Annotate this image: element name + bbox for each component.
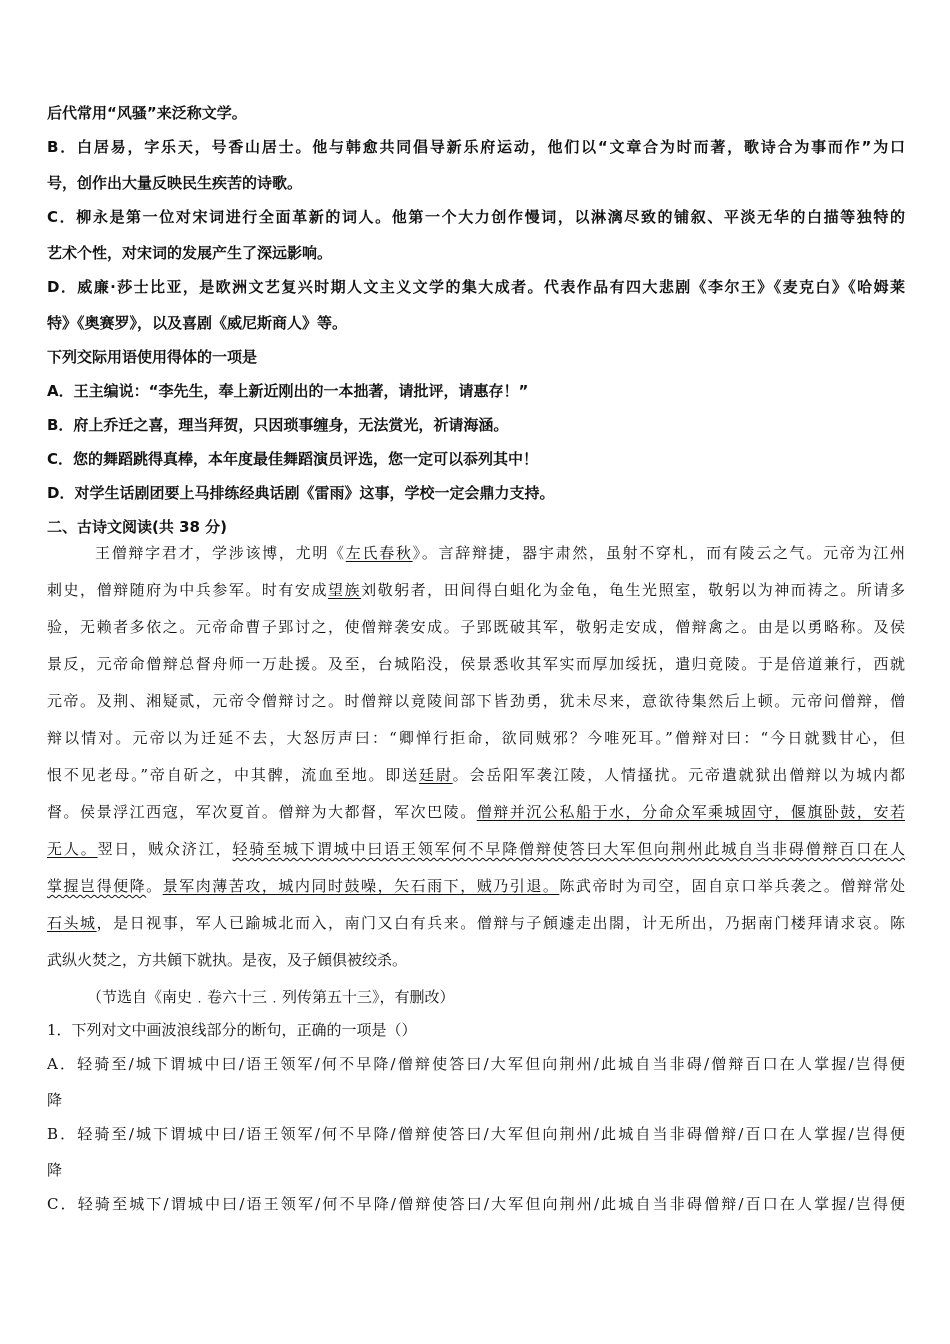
literature-option-b-line1: B．白居易，字乐天，号香山居士。他与韩愈共同倡导新乐府运动，他们以“文章合为时而著，歌诗合为事而作”为口 bbox=[47, 138, 905, 156]
passage-line-4: 景反，元帝命僧辩总督舟师一万赴援。及至，台城陷没，侯景悉收其军实而厚加绥抚，遣归竟陵。于是倍道兼行，西就 bbox=[47, 655, 905, 673]
passage-line-2: 刺史，僧辩随府为中兵参军。时有安成望族刘敬躬者，田间得白蛆化为金龟，龟生光照室，敬躬以为神而祷之。所请多 bbox=[47, 581, 905, 599]
literature-option-d-line1: D．威廉·莎士比亚，是欧洲文艺复兴时期人文主义文学的集大成者。代表作品有四大悲剧《李尔王》《麦克白》《哈姆莱 bbox=[47, 278, 905, 296]
polite-option-b: B．府上乔迁之喜，理当拜贺，只因琐事缠身，无法赏光，祈请海涵。 bbox=[47, 416, 509, 434]
passage-line-3: 验，无赖者多依之。元帝命曹子郢讨之，使僧辩袭安成。子郢既破其军，敬躬走安成，僧辩禽之。由是以勇略称。及侯 bbox=[47, 618, 905, 636]
passage-line-11: 石头城，是日视事，军人已踰城北而入，南门又白有兵来。僧辩与子頠遽走出閤，计无所出，乃据南门楼拜请求哀。陈 bbox=[47, 914, 905, 932]
section-title: 二、古诗文阅读(共 38 分) bbox=[47, 518, 228, 536]
underlined-term: 左氏春秋 bbox=[345, 544, 413, 562]
underlined-term: 石头城 bbox=[47, 914, 97, 932]
question-1-option-a-line2: 降 bbox=[47, 1091, 63, 1109]
literature-option-c-line2: 艺术个性，对宋词的发展产生了深远影响。 bbox=[47, 244, 333, 262]
polite-option-d: D．对学生话剧团要上马排练经典话剧《雷雨》这事，学校一定会鼎力支持。 bbox=[47, 484, 555, 502]
literature-option-tail: 后代常用“风骚”来泛称文学。 bbox=[47, 104, 247, 122]
passage-line-9: 无人。翌日，贼众济江，轻骑至城下谓城中曰语王领军何不早降僧辩使答曰大军但向荆州此城自当非碍僧辩百口在人 bbox=[47, 840, 905, 858]
underlined-term: 廷尉 bbox=[419, 766, 453, 784]
passage-line-6: 辩以情对。元帝以为迁延不去，大怒厉声曰：“卿惮行拒命，欲同贼邪？今唯死耳。”僧辩对曰：“今日就戮甘心，但 bbox=[47, 729, 905, 747]
polite-question-stem: 下列交际用语使用得体的一项是 bbox=[47, 348, 258, 366]
underlined-sentence: 无人。 bbox=[47, 840, 98, 858]
passage-line-5: 元帝。及荆、湘疑贰，元帝令僧辩讨之。时僧辩以竟陵间部下皆劲勇，犹未尽来，意欲待集然后上顿。元帝问僧辩，僧 bbox=[47, 692, 905, 710]
underlined-sentence: 景军肉薄苦攻，城内同时鼓噪，矢石雨下，贼乃引退。 bbox=[162, 877, 560, 895]
passage-line-8: 督。侯景浮江西寇，军次夏首。僧辩为大都督，军次巴陵。僧辩并沉公私船于水，分命众军乘城固守，偃旗卧鼓，安若 bbox=[47, 803, 905, 821]
question-1-option-b-line2: 降 bbox=[47, 1161, 63, 1179]
question-1-option-c-line1: C．轻骑至城下/谓城中曰/语王领军/何不早降/僧辩使答曰/大军但向荆州/此城自当非碍僧辩/百口在人掌握/岂得便 bbox=[47, 1195, 905, 1213]
wavy-underlined-text: 掌握岂得便降 bbox=[47, 877, 147, 895]
underlined-term: 望族 bbox=[328, 581, 362, 599]
passage-line-10: 掌握岂得便降。景军肉薄苦攻，城内同时鼓噪，矢石雨下，贼乃引退。陈武帝时为司空，固自京口举兵袭之。僧辩常处 bbox=[47, 877, 905, 895]
literature-option-c-line1: C．柳永是第一位对宋词进行全面革新的词人。他第一个大力创作慢词，以淋漓尽致的铺叙、平淡无华的白描等独特的 bbox=[47, 208, 905, 226]
passage-line-1: 王僧辩字君才，学涉该博，尤明《左氏春秋》。言辞辩捷，器宇肃然，虽射不穿札，而有陵云之气。元帝为江州 bbox=[95, 544, 905, 562]
polite-option-c: C．您的舞蹈跳得真棒，本年度最佳舞蹈演员评选，您一定可以忝列其中！ bbox=[47, 450, 539, 468]
literature-option-d-line2: 特》《奥赛罗》，以及喜剧《威尼斯商人》等。 bbox=[47, 314, 348, 332]
question-1-stem: 1．下列对文中画波浪线部分的断句，正确的一项是（） bbox=[47, 1021, 417, 1039]
polite-option-a: A．王主编说：“李先生，奉上新近刚出的一本拙著，请批评，请惠存！” bbox=[47, 382, 529, 400]
question-1-option-a-line1: A．轻骑至/城下谓城中曰/语王领军/何不早降/僧辩使答曰/大军但向荆州/此城自当非碍/僧辩百口在人掌握/岂得便 bbox=[47, 1055, 905, 1073]
passage-line-12: 武纵火焚之，方共頠下就执。是夜，及子頠俱被绞杀。 bbox=[47, 951, 408, 969]
literature-option-b-line2: 号，创作出大量反映民生疾苦的诗歌。 bbox=[47, 174, 303, 192]
underlined-sentence: 僧辩并沉公私船于水，分命众军乘城固守，偃旗卧鼓，安若 bbox=[476, 803, 905, 821]
wavy-underlined-text: 轻骑至城下谓城中曰语王领军何不早降僧辩使答曰大军但向荆州此城自当非碍僧辩百口在人 bbox=[232, 840, 905, 858]
passage-source: （节选自《南史﹒卷六十三﹒列传第五十三》，有删改） bbox=[87, 988, 455, 1006]
question-1-option-b-line1: B．轻骑至/城下谓城中曰/语王领军/何不早降/僧辩使答曰/大军但向荆州/此城自当非碍僧辩/百口在人掌握/岂得便 bbox=[47, 1125, 905, 1143]
passage-line-7: 恨不见老母。”帝自斫之，中其髀，流血至地。即送廷尉。会岳阳军袭江陵，人情搔扰。元帝遣就狱出僧辩以为城内都 bbox=[47, 766, 905, 784]
